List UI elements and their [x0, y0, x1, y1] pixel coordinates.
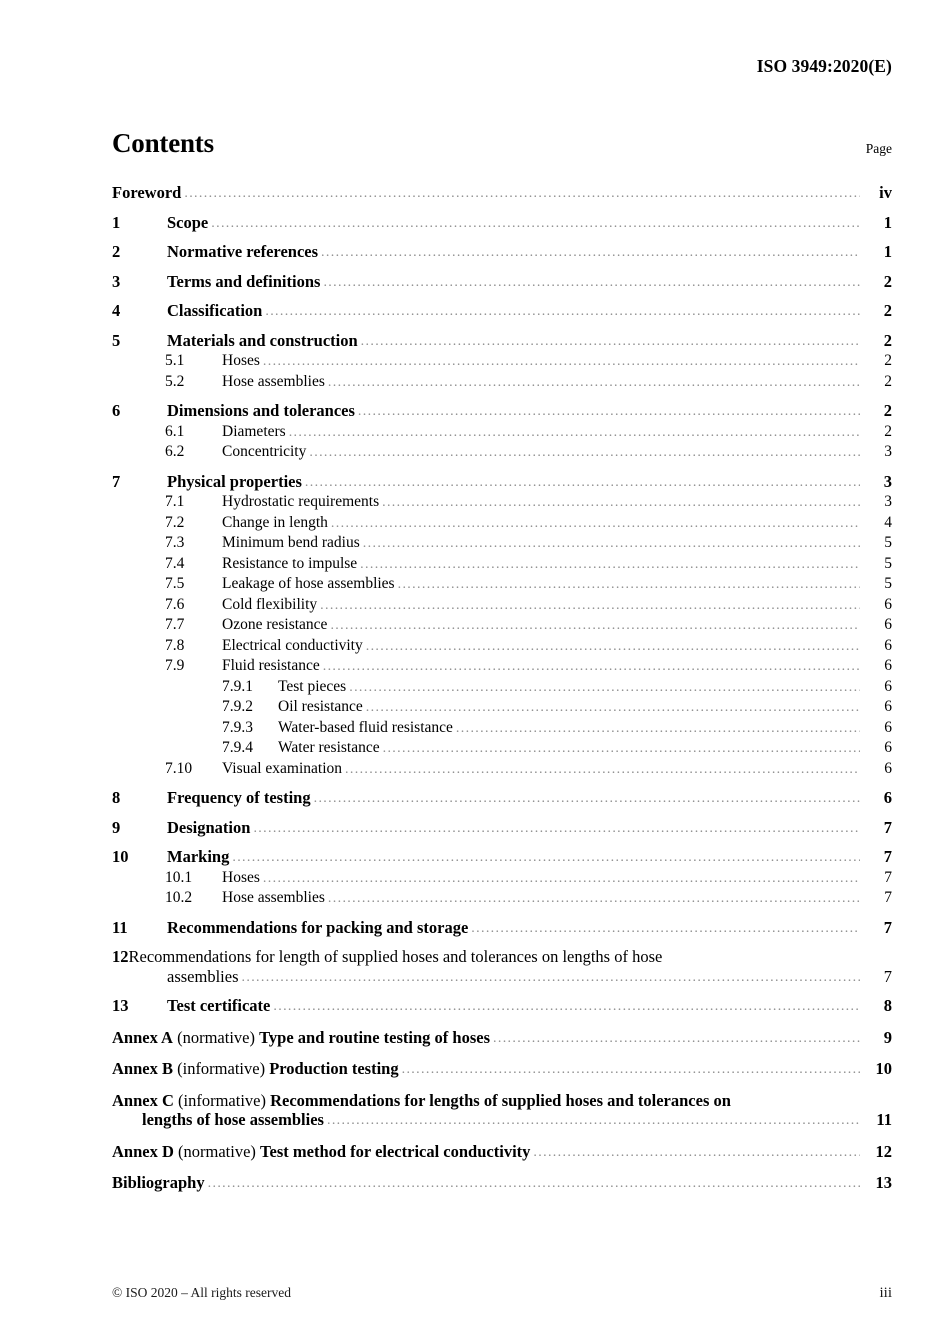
toc-entry-label-continued: assemblies — [167, 966, 239, 986]
toc-entry-page-number: 3 — [883, 471, 892, 491]
toc-entry-page-number: 8 — [883, 996, 892, 1015]
bibliography-label: Bibliography — [112, 1173, 205, 1192]
toc-entry[interactable] — [112, 331, 892, 351]
toc-entry-page-number: 4 — [884, 513, 892, 531]
toc-entry-page-number: 2 — [884, 352, 892, 369]
toc-entry-label: Hoses — [222, 352, 260, 369]
annex-id: Annex D — [112, 1141, 174, 1161]
annex-qualifier: (normative) — [173, 1141, 261, 1161]
dot-leader — [265, 308, 860, 321]
dot-leader — [471, 924, 860, 937]
toc-entry[interactable] — [112, 372, 892, 392]
toc-entry-page-number: 5 — [884, 534, 892, 551]
toc-entry-label: Foreword — [112, 183, 182, 202]
toc-entry-number: 2 — [112, 242, 121, 261]
dot-leader — [382, 499, 860, 512]
dot-leader — [211, 219, 860, 232]
dot-leader — [328, 895, 860, 908]
toc-entry-label: Terms and definitions — [167, 271, 321, 291]
table-of-contents — [112, 183, 892, 1193]
toc-entry-page-number: 6 — [884, 616, 892, 633]
annex-id: Annex B — [112, 1059, 173, 1078]
toc-entry-label: Recommendations for packing and storage — [167, 917, 469, 937]
dot-leader — [383, 745, 860, 758]
dot-leader — [358, 408, 860, 421]
toc-entry-page-number: 6 — [884, 595, 892, 613]
toc-entry-number: 7.6 — [165, 595, 185, 613]
toc-entry-page-number: 6 — [884, 636, 892, 654]
toc-entry-label: Cold flexibility — [222, 595, 318, 613]
toc-entry-page-number: 7 — [883, 847, 892, 866]
dot-leader — [330, 622, 860, 635]
toc-entry-label: Oil resistance — [278, 698, 363, 715]
dot-leader — [345, 765, 860, 778]
dot-leader — [456, 724, 860, 737]
toc-entry[interactable] — [112, 183, 892, 203]
dot-leader — [184, 190, 860, 203]
toc-entry-number: 7.4 — [165, 554, 185, 572]
toc-entry-label: Concentricity — [222, 443, 307, 460]
dot-leader — [242, 973, 861, 986]
toc-entry-label: Fluid resistance — [222, 657, 320, 674]
toc-entry-page-number: 6 — [884, 698, 892, 715]
toc-entry-number: 13 — [112, 996, 129, 1015]
toc-entry-page-number: 7 — [883, 966, 892, 986]
dot-leader — [273, 1003, 860, 1016]
annex-title: Production testing — [269, 1059, 399, 1078]
page-footer — [112, 1285, 892, 1305]
dot-leader — [253, 824, 860, 837]
dot-leader — [327, 1117, 860, 1130]
toc-entry-page-number: 5 — [884, 575, 892, 592]
toc-entry[interactable] — [112, 868, 892, 888]
dot-leader — [366, 642, 860, 655]
toc-entry-page-number: 3 — [884, 493, 892, 510]
toc-entry[interactable] — [112, 947, 892, 986]
toc-entry-label: Frequency of testing — [167, 788, 311, 807]
toc-entry-number: 8 — [112, 788, 121, 807]
toc-entry[interactable] — [112, 788, 892, 808]
toc-entry-page-number: 6 — [883, 788, 892, 807]
annex-id: Annex C — [112, 1090, 174, 1110]
toc-entry-number: 1 — [112, 212, 121, 232]
toc-entry-number: 7.9.4 — [222, 739, 253, 756]
copyright-notice: © ISO 2020 – All rights reserved — [112, 1285, 291, 1300]
toc-entry-page-number: 2 — [884, 372, 892, 390]
toc-entry-label: Designation — [167, 817, 251, 837]
annex-title-continued: lengths of hose assemblies — [142, 1110, 324, 1129]
toc-entry-number: 7.9 — [165, 657, 185, 674]
dot-leader — [314, 795, 860, 808]
toc-entry-number: 7.9.2 — [222, 698, 253, 715]
dot-leader — [263, 358, 860, 371]
toc-entry-number: 7.9.1 — [222, 677, 253, 695]
toc-bibliography-entry[interactable] — [112, 1173, 892, 1193]
toc-entry-label: Ozone resistance — [222, 616, 328, 633]
toc-entry[interactable] — [112, 888, 892, 908]
toc-entry-label: Dimensions and tolerances — [167, 401, 355, 420]
toc-entry-label: Diameters — [222, 422, 286, 440]
toc-entry-page-number: 3 — [884, 443, 892, 460]
toc-entry[interactable] — [112, 595, 892, 615]
toc-entry-page-number: 7 — [883, 917, 892, 937]
dot-leader — [263, 874, 860, 887]
toc-entry[interactable] — [112, 422, 892, 442]
toc-entry-number: 7.10 — [165, 759, 193, 777]
dot-leader — [363, 540, 860, 553]
toc-entry[interactable] — [112, 492, 892, 512]
toc-entry-page-number: 5 — [884, 554, 892, 572]
dot-leader — [493, 1034, 860, 1047]
toc-entry-number: 7.7 — [165, 616, 185, 633]
toc-entry-label: Water resistance — [278, 739, 380, 756]
dot-leader — [309, 449, 860, 462]
toc-entry-number: 6.2 — [165, 443, 185, 460]
annex-id: Annex A — [112, 1027, 173, 1047]
toc-entry-number: 4 — [112, 301, 121, 320]
toc-entry-page-number: 7 — [883, 817, 892, 837]
toc-entry[interactable] — [112, 738, 892, 758]
toc-entry-page-number: 13 — [875, 1173, 892, 1192]
dot-leader — [360, 560, 860, 573]
toc-entry-page-number: 9 — [883, 1027, 892, 1047]
toc-entry-label: Resistance to impulse — [222, 554, 358, 572]
dot-leader — [321, 249, 860, 262]
toc-entry-number: 7.1 — [165, 493, 185, 510]
toc-entry-label: Hoses — [222, 868, 260, 886]
toc-entry-label: Recommendations for length of supplied hoses and tolerances on lengths of hose — [128, 947, 663, 966]
toc-entry-label: Change in length — [222, 513, 328, 531]
toc-annex-entry[interactable] — [112, 1059, 892, 1079]
toc-entry[interactable] — [112, 242, 892, 262]
toc-entry[interactable] — [112, 574, 892, 594]
toc-annex-entry[interactable] — [112, 1028, 892, 1048]
dot-leader — [323, 278, 860, 291]
toc-entry[interactable] — [112, 818, 892, 838]
toc-entry-page-number: 2 — [883, 271, 892, 291]
toc-entry-page-number: 6 — [884, 657, 892, 674]
toc-entry-page-number: 12 — [875, 1141, 892, 1161]
toc-entry-label: Hose assemblies — [222, 372, 325, 390]
toc-entry-number: 7.2 — [165, 513, 185, 531]
toc-entry-number: 6.1 — [165, 422, 185, 440]
toc-entry-label: Hose assemblies — [222, 889, 325, 906]
toc-entry-number: 7 — [112, 471, 121, 491]
dot-leader — [320, 601, 860, 614]
toc-entry[interactable] — [112, 759, 892, 779]
toc-entry-label: Materials and construction — [167, 330, 358, 350]
page-column-header: Page — [865, 141, 892, 156]
toc-entry-number: 3 — [112, 271, 121, 291]
dot-leader — [398, 581, 860, 594]
toc-entry-number: 7.5 — [165, 575, 185, 592]
toc-entry-page-number: 7 — [884, 868, 892, 886]
dot-leader — [361, 337, 860, 350]
toc-entry-label: Minimum bend radius — [222, 534, 360, 551]
dot-leader — [208, 1180, 860, 1193]
toc-entry-label: Scope — [167, 212, 209, 232]
toc-entry-page-number: 10 — [875, 1059, 892, 1078]
toc-entry[interactable] — [112, 301, 892, 321]
dot-leader — [328, 378, 860, 391]
toc-entry-page-number: iv — [879, 183, 892, 202]
dot-leader — [533, 1148, 860, 1161]
toc-entry[interactable] — [112, 472, 892, 492]
toc-entry-number: 9 — [112, 817, 121, 837]
toc-entry-page-number: 6 — [884, 739, 892, 756]
toc-entry-number: 5 — [112, 330, 121, 350]
contents-heading-block — [112, 127, 892, 167]
toc-annex-entry[interactable] — [112, 1091, 892, 1130]
toc-entry[interactable] — [112, 272, 892, 292]
toc-entry-page-number: 2 — [883, 330, 892, 350]
toc-entry[interactable] — [112, 656, 892, 676]
toc-entry-page-number: 2 — [883, 301, 892, 320]
toc-entry-page-number: 6 — [884, 759, 892, 777]
annex-qualifier: (normative) — [172, 1027, 260, 1047]
toc-entry[interactable] — [112, 513, 892, 533]
toc-entry-page-number: 6 — [884, 718, 892, 736]
toc-entry-number: 5.1 — [165, 352, 185, 369]
toc-annex-entry[interactable] — [112, 1142, 892, 1162]
toc-entry[interactable] — [112, 918, 892, 938]
annex-title: Test method for electrical conductivity — [260, 1141, 531, 1161]
toc-entry-label: Classification — [167, 301, 263, 320]
toc-entry-number: 10 — [112, 847, 129, 866]
toc-entry-page-number: 11 — [876, 1110, 892, 1129]
toc-entry-number: 6 — [112, 401, 121, 420]
toc-entry-number: 11 — [112, 917, 128, 937]
toc-entry-page-number: 7 — [884, 889, 892, 906]
toc-entry-number: 5.2 — [165, 372, 185, 390]
document-header-standard-number: ISO 3949:2020(E) — [756, 56, 892, 76]
annex-title: Type and routine testing of hoses — [259, 1027, 490, 1047]
toc-entry[interactable] — [112, 401, 892, 421]
toc-entry[interactable] — [112, 351, 892, 371]
toc-entry-page-number: 1 — [883, 212, 892, 232]
toc-entry[interactable] — [112, 554, 892, 574]
toc-entry[interactable] — [112, 847, 892, 867]
annex-qualifier: (informative) — [173, 1090, 271, 1110]
toc-entry-label: Test pieces — [278, 677, 347, 695]
toc-entry[interactable] — [112, 636, 892, 656]
toc-entry-label: Marking — [167, 847, 230, 866]
toc-entry-label: Hydrostatic requirements — [222, 493, 380, 510]
toc-entry-label: Physical properties — [167, 471, 302, 491]
toc-entry-label: Leakage of hose assemblies — [222, 575, 395, 592]
toc-entry-page-number: 2 — [883, 401, 892, 420]
dot-leader — [349, 683, 860, 696]
dot-leader — [305, 478, 860, 491]
toc-entry-page-number: 1 — [883, 242, 892, 261]
toc-entry[interactable] — [112, 718, 892, 738]
page-title: Contents — [112, 128, 214, 158]
toc-entry-label: Electrical conductivity — [222, 636, 363, 654]
dot-leader — [323, 663, 860, 676]
toc-entry-label: Normative references — [167, 242, 319, 261]
page-number: iii — [879, 1285, 892, 1301]
annex-qualifier: (informative) — [172, 1059, 270, 1078]
toc-entry-page-number: 2 — [884, 422, 892, 440]
toc-entry[interactable] — [112, 533, 892, 553]
dot-leader — [232, 854, 860, 867]
toc-entry-page-number: 6 — [884, 677, 892, 695]
toc-entry-number: 7.8 — [165, 636, 185, 654]
toc-entry-number: 10.2 — [165, 889, 193, 906]
toc-entry[interactable] — [112, 996, 892, 1016]
annex-title: Recommendations for lengths of supplied hoses and tolerances on — [270, 1090, 731, 1110]
toc-entry[interactable] — [112, 442, 892, 462]
toc-entry[interactable] — [112, 213, 892, 233]
toc-entry[interactable] — [112, 697, 892, 717]
toc-entry-number: 12 — [112, 947, 129, 966]
toc-entry[interactable] — [112, 615, 892, 635]
dot-leader — [402, 1066, 860, 1079]
toc-entry-label: Test certificate — [167, 996, 271, 1015]
toc-entry-label: Visual examination — [222, 759, 343, 777]
toc-entry[interactable] — [112, 677, 892, 697]
toc-entry-number: 10.1 — [165, 868, 193, 886]
dot-leader — [331, 519, 860, 532]
toc-entry-number: 7.3 — [165, 534, 185, 551]
toc-entry-label: Water-based fluid resistance — [278, 718, 453, 736]
dot-leader — [366, 704, 860, 717]
toc-entry-number: 7.9.3 — [222, 718, 253, 736]
dot-leader — [289, 428, 860, 441]
